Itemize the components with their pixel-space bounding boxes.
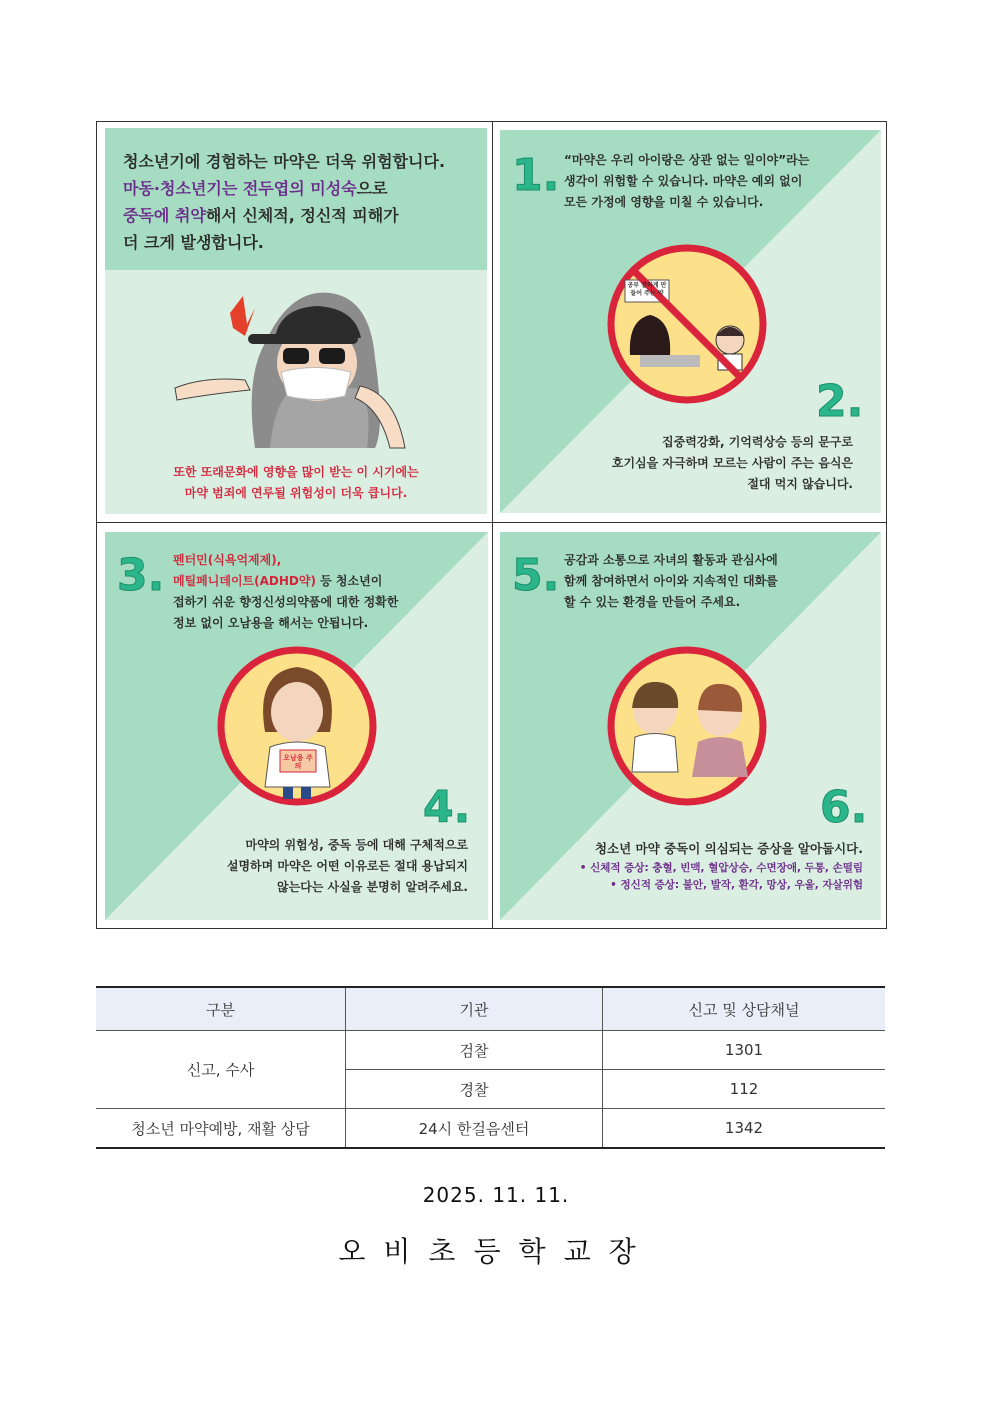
point-3-line3: 접하기 쉬운 향정신성의약품에 대한 정확한 xyxy=(173,595,399,609)
point-1-line1: “마약은 우리 아이랑은 상관 없는 일이야”라는 xyxy=(564,153,810,167)
table-cell-category: 청소년 마약예방, 재활 상담 xyxy=(96,1109,346,1149)
point-5-line1: 공감과 소통으로 자녀의 활동과 관심사에 xyxy=(564,553,778,567)
point-5-text xyxy=(564,550,874,613)
table-cell-channel: 112 xyxy=(603,1070,886,1109)
point-1-line3: 모든 가정에 영향을 미칠 수 있습니다. xyxy=(564,195,764,209)
point-2-number: 2. xyxy=(816,376,864,427)
point-1-number: 1. xyxy=(512,150,560,201)
panel1-heading-line3-rest: 해서 신체적, 정신적 피해가 xyxy=(205,206,399,225)
point-6-mental: • 정신적 증상: 불안, 발작, 환각, 망상, 우울, 자살위험 xyxy=(610,879,863,891)
table-header-channel: 신고 및 상담채널 xyxy=(603,987,886,1031)
panel1-heading-line1: 청소년기에 경험하는 마약은 더욱 위험합니다. xyxy=(123,152,446,171)
panel1-footer xyxy=(105,462,487,504)
contact-table xyxy=(96,986,885,1149)
table-cell-org: 검찰 xyxy=(346,1031,603,1070)
point-3-line2-emph: 메틸페니데이트(ADHD약) xyxy=(173,574,316,588)
table-cell-category: 신고, 수사 xyxy=(96,1031,346,1109)
table-cell-channel: 1342 xyxy=(603,1109,886,1149)
table-header-row xyxy=(96,987,885,1031)
panel-points-1-2 xyxy=(500,130,881,513)
grid-divider-horizontal xyxy=(97,522,886,523)
point-6-symptoms xyxy=(503,860,863,894)
point-4-line3: 않는다는 사실을 분명히 알려주세요. xyxy=(277,880,468,894)
point-4-text xyxy=(148,835,468,898)
point-4-line1: 마약의 위험성, 중독 등에 대해 구체적으로 xyxy=(245,838,468,852)
point-1-line2: 생각이 위험할 수 있습니다. 마약은 예외 없이 xyxy=(564,174,803,188)
panel1-heading-line2-emph: 마동·청소년기는 전두엽의 미성숙 xyxy=(123,179,357,198)
point-5-line3: 할 수 있는 환경을 만들어 주세요. xyxy=(564,595,741,609)
table-cell-org: 24시 한걸음센터 xyxy=(346,1109,603,1149)
panel1-heading-line4: 더 크게 발생합니다. xyxy=(123,233,264,252)
panel-teen-danger xyxy=(105,128,487,514)
table-row xyxy=(96,1031,885,1070)
point-2-text xyxy=(533,432,853,495)
point-6-title: 청소년 마약 중독이 의심되는 증상을 알아둡시다. xyxy=(594,841,863,856)
panel1-heading-line3-emph: 중독에 취약 xyxy=(123,206,206,225)
point-3-line4: 정보 없이 오남용을 해서는 안됩니다. xyxy=(173,616,369,630)
point-2-line3: 절대 먹지 않습니다. xyxy=(747,477,853,491)
panel1-heading-line2-rest: 으로 xyxy=(356,179,388,198)
poster-grid xyxy=(96,121,887,929)
point-5-line2: 함께 참여하면서 아이와 지속적인 대화를 xyxy=(564,574,778,588)
misuse-warning-circle xyxy=(221,650,373,802)
misuse-sign-label: 오남용 주의 xyxy=(283,754,313,770)
panel1-heading xyxy=(123,148,483,256)
point-3-text xyxy=(173,550,483,634)
table-cell-org: 경찰 xyxy=(346,1070,603,1109)
grid-divider-vertical xyxy=(492,122,493,928)
table-row xyxy=(96,1109,885,1149)
point-3-line2 xyxy=(173,571,483,592)
panel-points-3-4 xyxy=(105,532,488,920)
point-4-line2: 설명하며 마약은 어떤 이유로든 절대 용납되지 xyxy=(226,859,468,873)
point-2-line1: 집중력강화, 기억력상승 등의 문구로 xyxy=(662,435,853,449)
panel1-footer-line1: 또한 또래문화에 영향을 많이 받는 이 시기에는 xyxy=(173,465,419,479)
panel1-footer-line2: 마약 범죄에 연루될 위험성이 더욱 큽니다. xyxy=(184,486,408,500)
point-6-number: 6. xyxy=(820,782,868,833)
point-3-line2-rest: 등 청소년이 xyxy=(315,574,383,588)
point-1-text xyxy=(564,150,874,213)
table-header-category: 구분 xyxy=(96,987,346,1031)
no-drugs-circle-1 xyxy=(611,248,763,400)
point-3-line1: 펜터민(식욕억제제), xyxy=(173,553,282,567)
point-4-number: 4. xyxy=(423,782,471,833)
point-6-physical: • 신체적 증상: 충혈, 빈맥, 혈압상승, 수면장애, 두통, 손떨림 xyxy=(579,862,863,874)
panel-points-5-6 xyxy=(500,532,881,920)
point-3-number: 3. xyxy=(117,550,165,601)
panel1-heading-line3 xyxy=(123,202,483,229)
point-5-number: 5. xyxy=(512,550,560,601)
panel1-heading-line2 xyxy=(123,175,483,202)
parent-child-circle xyxy=(611,650,763,802)
drug-sign-label: 공부 잘하게 만들어 주는 약 xyxy=(627,282,667,297)
point-2-line2: 호기심을 자극하며 모르는 사람이 주는 음식은 xyxy=(611,456,853,470)
table-cell-channel: 1301 xyxy=(603,1031,886,1070)
principal-signature: 오비초등학교장 xyxy=(338,1235,654,1268)
table-header-org: 기관 xyxy=(346,987,603,1031)
document-date: 2025. 11. 11. xyxy=(422,1183,570,1207)
